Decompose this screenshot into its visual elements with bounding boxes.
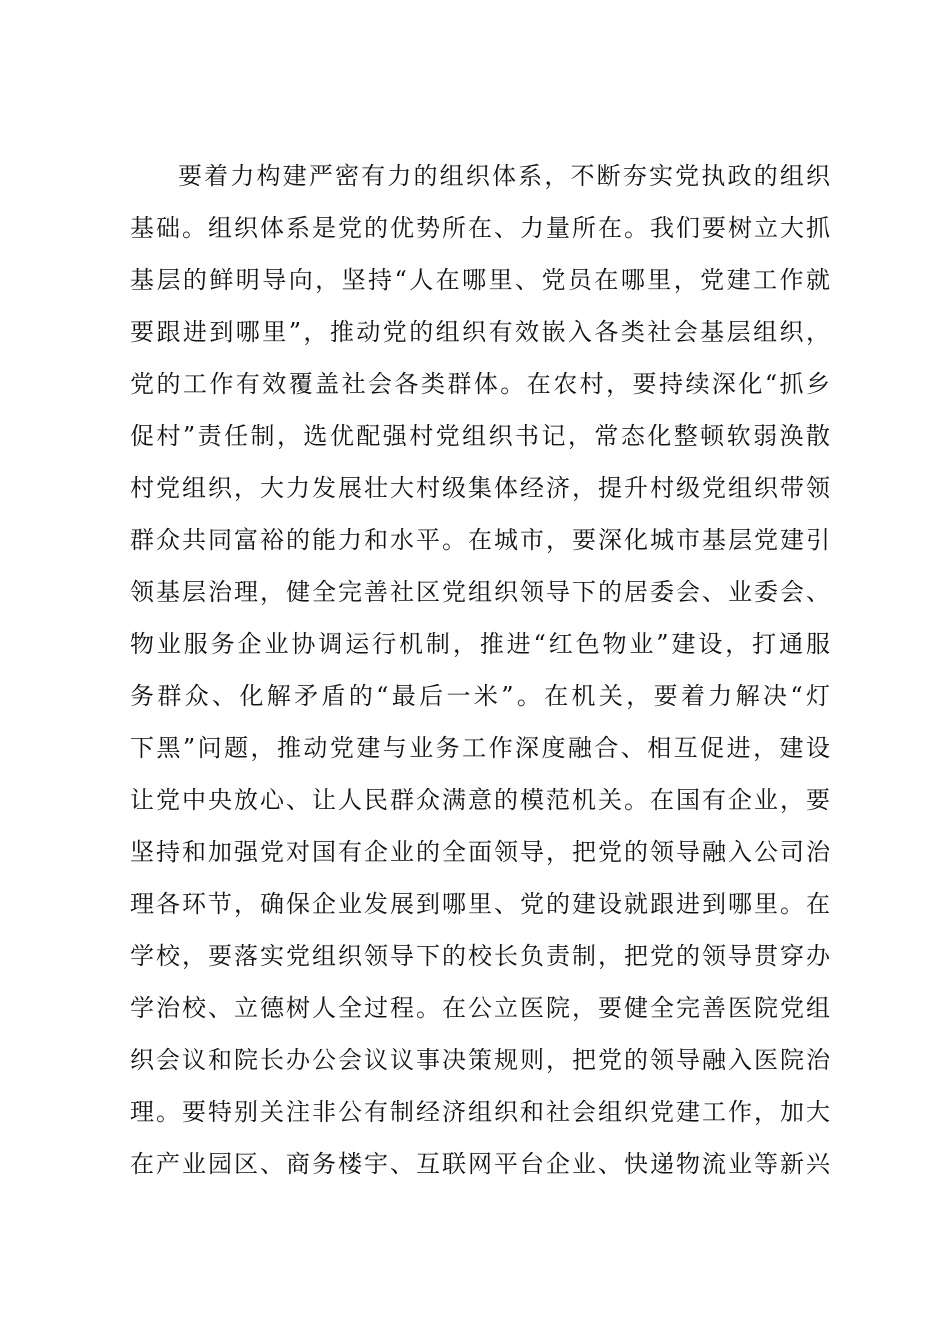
paragraph-line: 织会议和院长办公会议议事决策规则，把党的领导融入医院治 bbox=[130, 1046, 830, 1074]
paragraph-line: 要着力构建严密有力的组织体系，不断夯实党执政的组织 bbox=[178, 162, 830, 190]
paragraph-line: 促村”责任制，选优配强村党组织书记，常态化整顿软弱涣散 bbox=[130, 422, 830, 450]
paragraph-line: 学治校、立德树人全过程。在公立医院，要健全完善医院党组 bbox=[130, 994, 830, 1022]
paragraph-line: 在产业园区、商务楼宇、互联网平台企业、快递物流业等新兴 bbox=[130, 1150, 830, 1178]
paragraph-line: 要跟进到哪里”，推动党的组织有效嵌入各类社会基层组织， bbox=[130, 318, 830, 346]
paragraph-line: 坚持和加强党对国有企业的全面领导，把党的领导融入公司治 bbox=[130, 838, 830, 866]
body-paragraph bbox=[130, 150, 830, 1190]
paragraph-line: 基础。组织体系是党的优势所在、力量所在。我们要树立大抓 bbox=[130, 214, 830, 242]
paragraph-line: 下黑”问题，推动党建与业务工作深度融合、相互促进，建设 bbox=[130, 734, 830, 762]
paragraph-line: 基层的鲜明导向，坚持“人在哪里、党员在哪里，党建工作就 bbox=[130, 266, 830, 294]
paragraph-line: 理。要特别关注非公有制经济组织和社会组织党建工作，加大 bbox=[130, 1098, 830, 1126]
paragraph-line: 党的工作有效覆盖社会各类群体。在农村，要持续深化“抓乡 bbox=[130, 370, 830, 398]
paragraph-line: 物业服务企业协调运行机制，推进“红色物业”建设，打通服 bbox=[130, 630, 830, 658]
paragraph-line: 群众共同富裕的能力和水平。在城市，要深化城市基层党建引 bbox=[130, 526, 830, 554]
paragraph-line: 让党中央放心、让人民群众满意的模范机关。在国有企业，要 bbox=[130, 786, 830, 814]
paragraph-line: 村党组织，大力发展壮大村级集体经济，提升村级党组织带领 bbox=[130, 474, 830, 502]
paragraph-line: 务群众、化解矛盾的“最后一米”。在机关，要着力解决“灯 bbox=[130, 682, 830, 710]
paragraph-line: 理各环节，确保企业发展到哪里、党的建设就跟进到哪里。在 bbox=[130, 890, 830, 918]
paragraph-line: 领基层治理，健全完善社区党组织领导下的居委会、业委会、 bbox=[130, 578, 830, 606]
paragraph-line: 学校，要落实党组织领导下的校长负责制，把党的领导贯穿办 bbox=[130, 942, 830, 970]
